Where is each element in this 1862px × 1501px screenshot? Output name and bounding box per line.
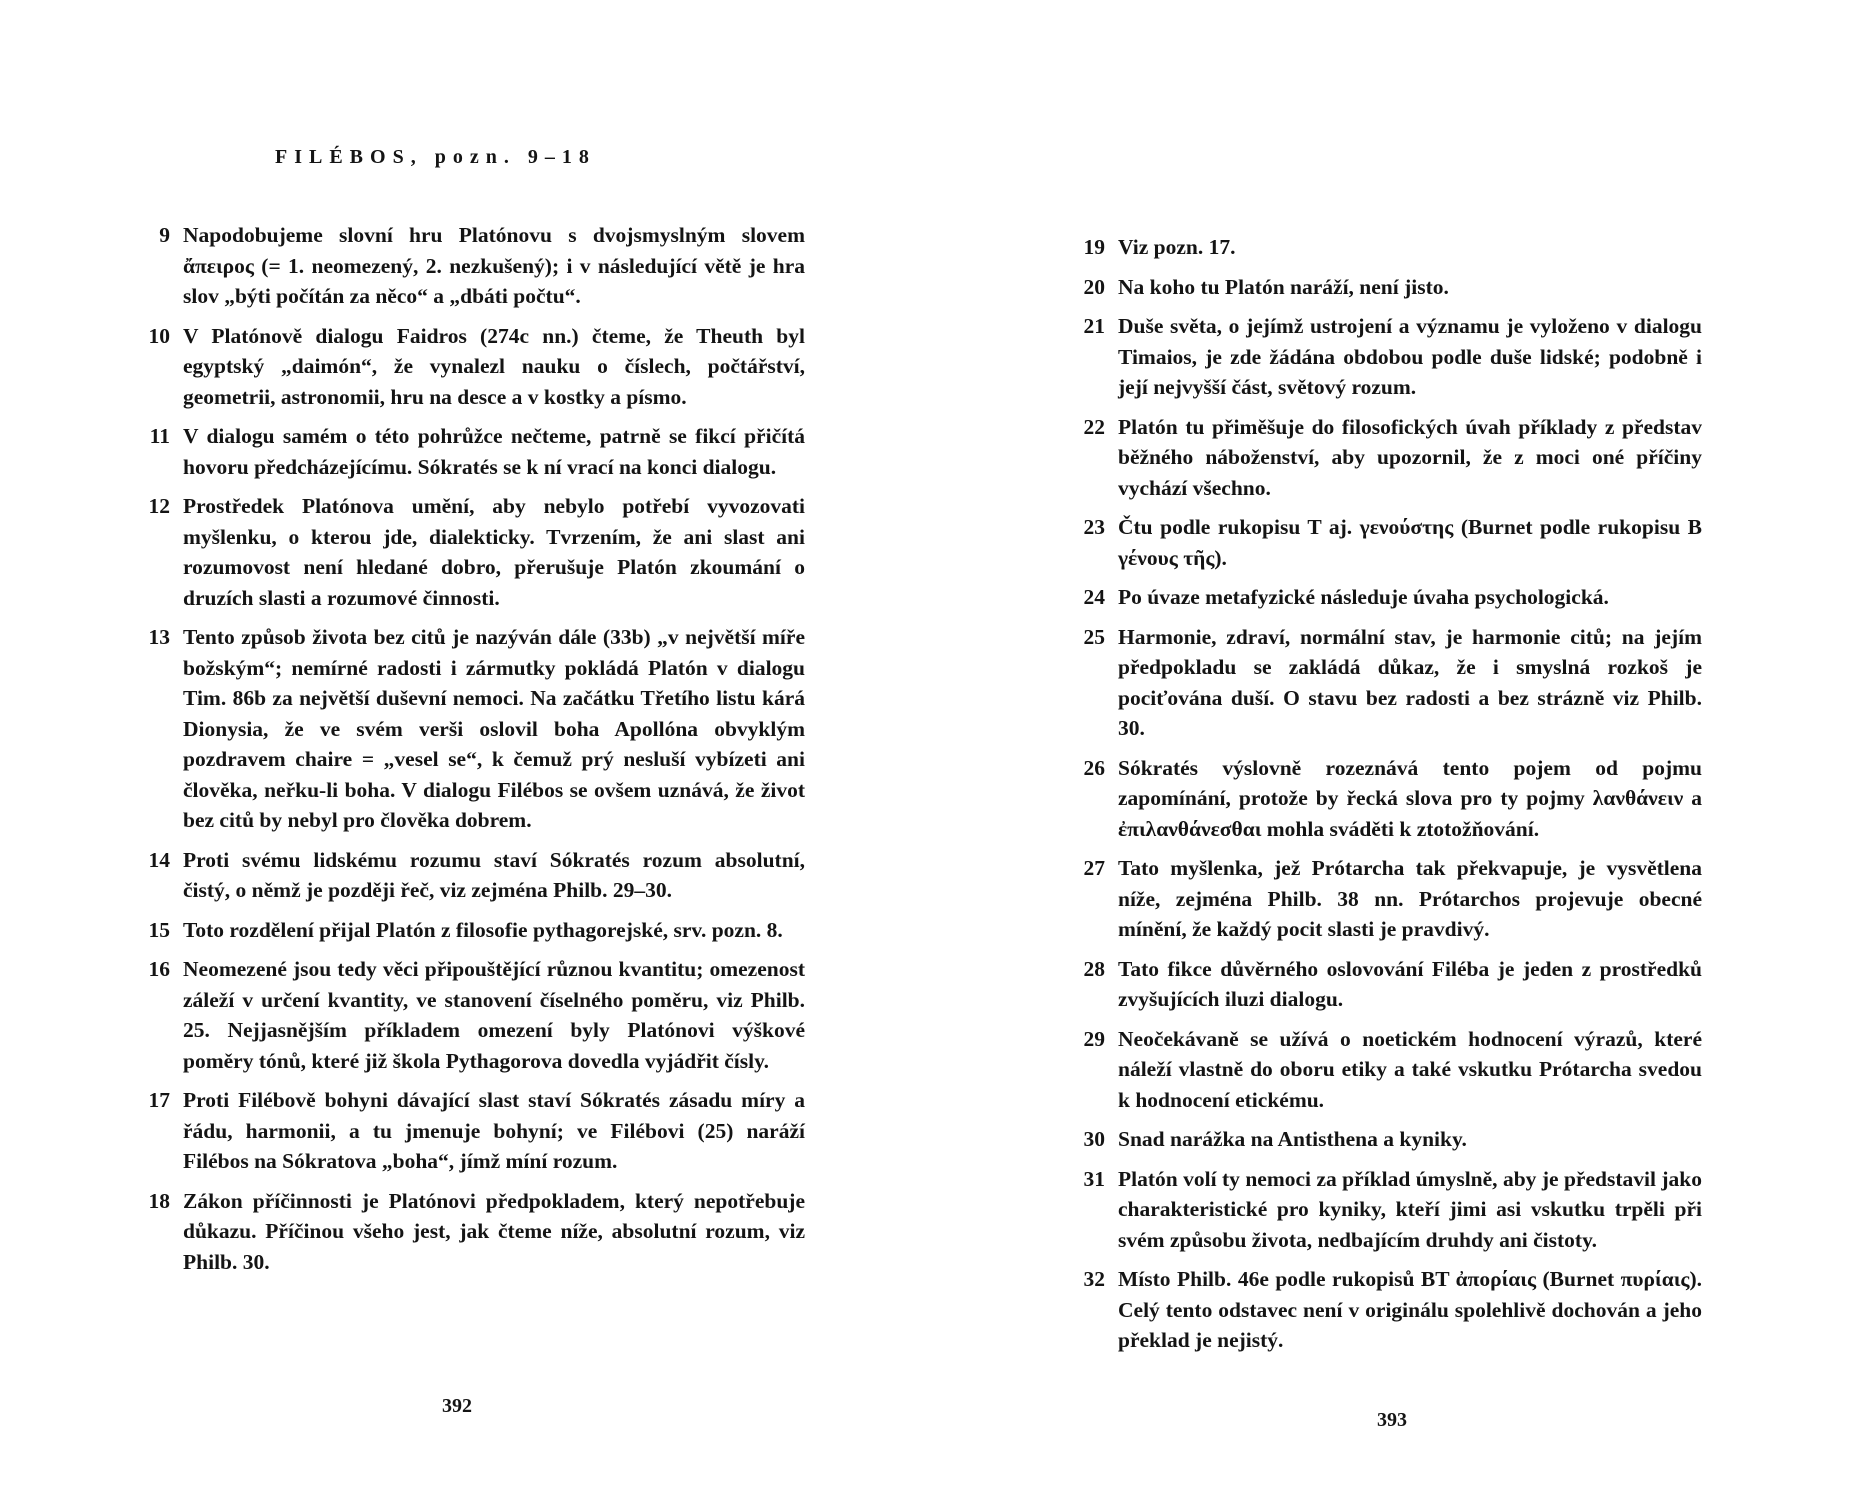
footnote-text: Tento způsob života bez citů je nazýván dále (33b) „v největší míře božským“; nemírné radosti i zármutky pokládá Platón v dialogu Tim. 86b za největší duševní nemoci. Na začátku Třetího listu kárá Dionysia, že ve svém verši oslovil boha Apollóna obvyklým pozdravem chaire = „vesel se“, k čemuž prý nesluší vybízeti ani člověka, neřku-li boha. V dialogu Filébos se ovšem uznává, že život bez citů by nebyl pro člověka dobrem. [183,625,805,832]
footnote [1068,582,1702,613]
footnote-text: Sókratés výslovně rozeznává tento pojem od pojmu zapomínání, protože by řecká slova pro ty pojmy λανθάνειν a ἐπιλανθάνεσθαι mohla sváděti k ztotožňování. [1118,755,1702,841]
footnote-number: 19 [1083,235,1105,259]
footnote [133,321,805,413]
footnote [1068,512,1702,573]
footnote-text: Po úvaze metafyzické následuje úvaha psychologická. [1118,585,1609,609]
footnote [1068,853,1702,945]
footnote [1068,1164,1702,1256]
footnote-number: 17 [148,1088,170,1112]
footnote-number: 9 [159,223,170,247]
running-head: FILÉBOS, pozn. 9–18 [275,146,596,168]
page-number: 392 [442,1395,472,1417]
footnote-text: Tato fikce důvěrného oslovování Filéba je jeden z prostředků zvyšujících iluzi dialogu. [1118,956,1702,1011]
footnote-number: 11 [149,424,170,448]
footnote [133,220,805,312]
footnote [1068,311,1702,403]
footnote-number: 26 [1083,755,1105,780]
footnote [1068,1264,1702,1356]
footnote-text: Tato myšlenka, jež Prótarcha tak překvapuje, je vysvětlena níže, zejména Philb. 38 nn. Prótarchos projevuje obecné mínění, že každý pocit slasti je pravdivý. [1118,856,1702,941]
footnote [1068,232,1702,263]
footnote-number: 24 [1083,585,1105,609]
footnote [133,915,805,946]
footnote-text: Proti svému lidskému rozumu staví Sókratés rozum absolutní, čistý, o němž je později řeč, viz zejména Philb. 29–30. [183,847,805,902]
footnote-text: Snad narážka na Antisthena a kyniky. [1118,1127,1467,1151]
footnote-number: 31 [1083,1166,1105,1191]
footnote-number: 16 [148,957,170,981]
footnote [133,845,805,906]
footnote-text: Harmonie, zdraví, normální stav, je harmonie citů; na jejím předpokladu se zakládá důkaz, že i smyslná rozkoš je pociťována duší. O stavu bez radosti a bez strázně viz Philb. 30. [1118,624,1702,740]
footnote-text: Zákon příčinnosti je Platónovi předpokladem, který nepotřebuje důkazu. Příčinou všeho jest, jak čteme níže, absolutní rozum, viz Philb. 30. [183,1188,805,1274]
footnote-text: Prostředek Platónova umění, aby nebylo potřebí vyvozovati myšlenku, o kterou jde, dialekticky. Tvrzením, že ani slast ani rozumovost není hledané dobro, přerušuje Platón zkoumání o druzích slasti a rozumové činnosti. [183,494,805,610]
footnote-text: Platón tu přiměšuje do filosofických úvah příklady z představ běžného náboženství, aby upozornil, že z moci oné příčiny vychází všechno. [1118,414,1702,500]
footnote [1068,622,1702,744]
footnote [1068,954,1702,1015]
footnote-text: Místo Philb. 46e podle rukopisů BT ἀπορίαις (Burnet πυρίαις). Celý tento odstavec není v originálu spolehlivě dochován a jeho překlad je nejistý. [1118,1267,1702,1352]
footnote-text: V dialogu samém o této pohrůžce nečteme, patrně se fikcí přičítá hovoru předcházejícímu. Sókratés se k ní vrací na konci dialogu. [183,424,805,479]
footnote-number: 30 [1083,1127,1105,1151]
footnote-number: 27 [1083,856,1105,880]
footnote-text: Napodobujeme slovní hru Platónovu s dvojsmyslným slovem ἄπειρος (= 1. neomezený, 2. nezkušený); i v následující větě je hra slov „býti počítán za něco“ a „dbáti počtu“. [183,223,805,308]
footnote-number: 23 [1083,515,1105,539]
footnote [133,491,805,613]
footnote-text: Čtu podle rukopisu T aj. γενούστης (Burnet podle rukopisu B γένους τῆς). [1118,515,1702,570]
footnote-text: Neočekávaně se užívá o noetickém hodnocení výrazů, které náleží vlastně do oboru etiky a také vskutku Prótarcha svedou k hodnocení etickému. [1118,1026,1702,1112]
notes-list-right [1068,232,1702,1365]
footnote-text: Platón volí ty nemoci za příklad úmyslně, aby je představil jako charakteristické pro kyniky, kteří jimi asi vskutku trpěli při svém způsobu života, nedbajícím druhdy ani čistoty. [1118,1166,1702,1252]
footnote [1068,753,1702,845]
footnote [1068,1124,1702,1155]
notes-list-left [133,220,805,1286]
footnote-number: 10 [148,323,170,348]
footnote-text: Proti Filébově bohyni dávající slast staví Sókratés zásadu míry a řádu, harmonii, a tu jmenuje bohyní; ve Filébovi (25) naráží Filébos na Sókratova „boha“, jímž míní rozum. [183,1088,805,1173]
footnote [1068,412,1702,504]
footnote-number: 25 [1083,624,1105,649]
footnote [133,954,805,1076]
footnote-text: Toto rozdělení přijal Platón z filosofie pythagorejské, srv. pozn. 8. [183,917,783,942]
footnote-number: 29 [1083,1026,1105,1051]
footnote-number: 28 [1083,956,1105,981]
footnote-text: Na koho tu Platón naráží, není jisto. [1118,274,1449,299]
footnote-text: V Platónově dialogu Faidros (274c nn.) čteme, že Theuth byl egyptský „daimón“, že vynalezl nauku o číslech, počtářství, geometrii, astronomii, hru na desce a v kostky a písmo. [183,323,805,409]
footnote [133,1186,805,1278]
footnote-number: 14 [148,847,170,872]
footnote-text: Neomezené jsou tedy věci připouštějící různou kvantitu; omezenost záleží v určení kvantity, ve stanovení číselného poměru, viz Philb. 25. Nejjasnějším příkladem omezení byly Platónovi výškové poměry tónů, které již škola Pythagorova dovedla vyjádřit čísly. [183,957,805,1073]
footnote [133,622,805,836]
footnote-number: 21 [1083,314,1105,338]
footnote-number: 20 [1083,274,1105,299]
footnote [133,1085,805,1177]
page-number: 393 [1377,1409,1407,1431]
footnote-number: 15 [148,917,170,942]
footnote [1068,272,1702,303]
footnote [133,421,805,482]
right-page [931,0,1862,1501]
footnote-number: 12 [148,494,170,518]
footnote-number: 13 [148,625,170,649]
footnote-text: Viz pozn. 17. [1118,235,1236,259]
footnote-number: 18 [148,1188,170,1213]
footnote [1068,1024,1702,1116]
footnote-number: 32 [1083,1267,1105,1291]
footnote-number: 22 [1083,414,1105,439]
footnote-text: Duše světa, o jejímž ustrojení a významu je vyloženo v dialogu Timaios, je zde žádána obdobou podle duše lidské; podobně i její nejvyšší část, světový rozum. [1118,314,1702,399]
